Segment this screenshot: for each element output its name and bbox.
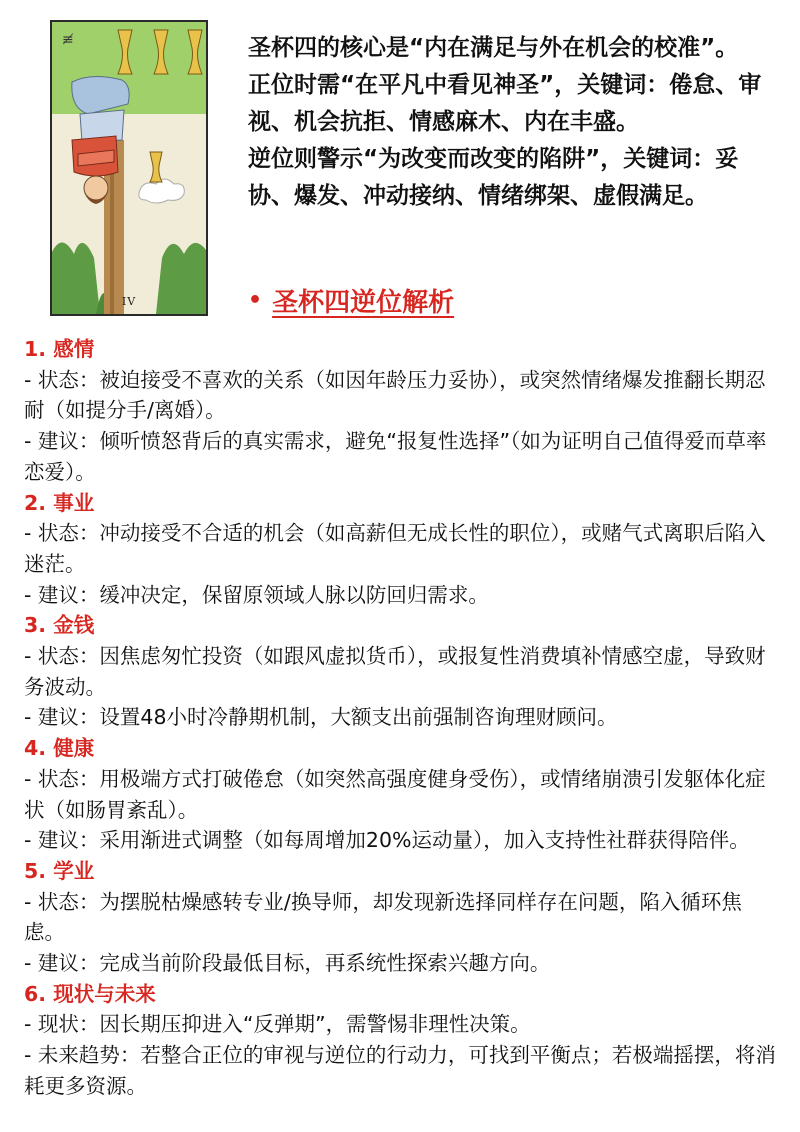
item-advice: - 建议：完成当前阶段最低目标，再系统性探索兴趣方向。 [24,951,551,976]
item-advice: - 建议：采用渐进式调整（如每周增加20%运动量），加入支持性社群获得陪伴。 [24,828,750,853]
item-advice: - 建议：设置48小时冷静期机制，大额支出前强制咨询理财顾问。 [24,705,618,730]
intro-text [248,30,768,215]
content-body [24,334,776,1102]
list-item-present-future [24,979,776,1102]
item-state: - 状态：因焦虑匆忙投资（如跟风虚拟货币），或报复性消费填补情感空虚，导致财务波动。 [24,644,766,699]
tarot-card-image [50,20,208,316]
item-title: 2. 事业 [24,490,95,515]
list-item-love [24,334,776,488]
list-item-study [24,856,776,979]
item-state: - 状态：被迫接受不喜欢的关系（如因年龄压力妥协），或突然情绪爆发推翻长期忍耐（如提分手/离婚）。 [24,367,766,423]
section-heading [248,282,454,319]
card-numeral: IV [121,295,137,308]
intro-line-upright: 正位时需“在平凡中看见神圣”，关键词：倦怠、审视、机会抗拒、情感麻木、内在丰盛。 [248,72,762,135]
item-title: 1. 感情 [24,337,95,361]
intro-line-core: 圣杯四的核心是“内在满足与外在机会的校准”。 [248,35,739,61]
item-title: 4. 健康 [24,736,95,761]
item-state: - 状态：冲动接受不合适的机会（如高薪但无成长性的职位），或赌气式离职后陷入迷茫。 [24,521,766,576]
item-title: 5. 学业 [24,858,95,883]
list-item-health [24,733,776,856]
item-future: - 未来趋势：若整合正位的审视与逆位的行动力，可找到平衡点；若极端摇摆，将消耗更多资源。 [24,1043,776,1098]
intro-line-reversed: 逆位则警示“为改变而改变的陷阱”，关键词：妥协、爆发、冲动接纳、情绪绑架、虚假满足。 [248,146,739,209]
card-corner-glyph: ≢ [62,32,74,48]
bullet-icon: • [248,288,263,313]
item-state: - 状态：为摆脱枯燥感转专业/换导师，却发现新选择同样存在问题，陷入循环焦虑。 [24,889,742,945]
item-state: - 状态：用极端方式打破倦怠（如突然高强度健身受伤），或情绪崩溃引发躯体化症状（如肠胃紊乱）。 [24,766,766,822]
item-title: 6. 现状与未来 [24,981,156,1006]
list-item-career [24,488,776,611]
item-title: 3. 金钱 [24,613,95,638]
item-advice: - 建议：倾听愤怒背后的真实需求，避免“报复性选择”（如为证明自己值得爱而草率恋爱）。 [24,429,767,484]
item-present: - 现状：因长期压抑进入“反弹期”，需警惕非理性决策。 [24,1012,531,1037]
list-item-money [24,610,776,733]
tarot-card-illustration [52,22,206,314]
item-advice: - 建议：缓冲决定，保留原领域人脉以防回归需求。 [24,582,489,607]
section-title: 圣杯四逆位解析 [272,288,455,318]
